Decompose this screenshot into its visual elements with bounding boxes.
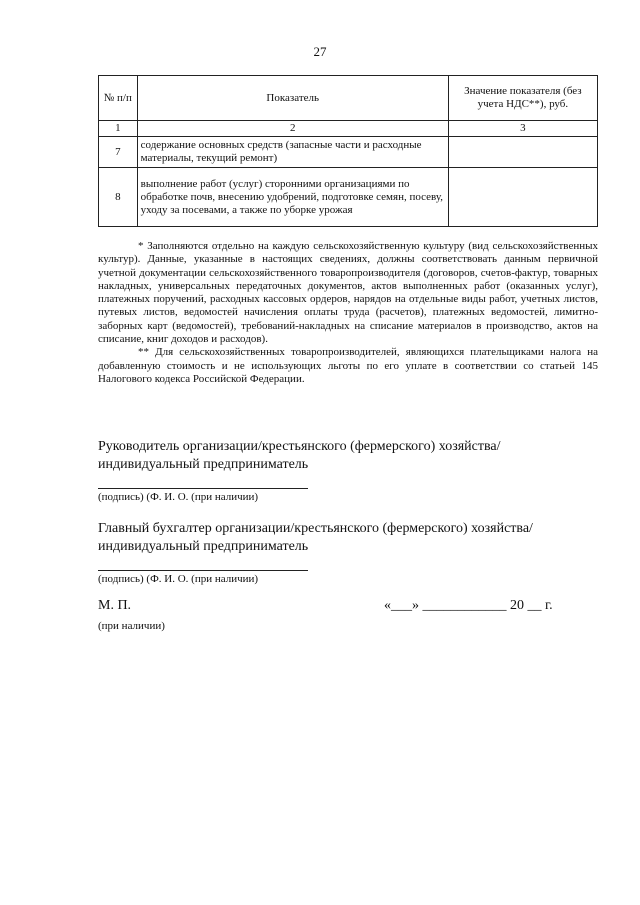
- footnote-1: * Заполняются отдельно на каждую сельскохозяйственную культуру (вид сельскохозяйственных культур). Данные, указанные в настоящих сведениях, должны соответствовать данным первичной учетной документации сельскохозяйственного товаропроизводителя (договоров, счетов-фактур, товарных накладных, универсальных передаточных документов, актов выполненных работ (оказанных услуг), платежных поручений, расходных кассовых ордеров, нарядов на отдельные виды работ, учетных листов, путевых листов, ведомостей начисления оплаты труда (расчетов), платежных ведомостей, лимитно-заборных карт (ведомостей), требований-накладных на списание материалов в производство, актов на списание, книг доходов и расходов).: [98, 240, 598, 346]
- accountant-signature-line[interactable]: [98, 570, 308, 571]
- head-signature-caption: (подпись) (Ф. И. О. (при наличии): [98, 491, 259, 503]
- accountant-signature-block: [98, 520, 598, 586]
- index-cell-1: 1: [99, 121, 138, 137]
- table-header-row: [99, 76, 598, 121]
- page-number: 27: [313, 44, 327, 59]
- row-indicator-text: выполнение работ (услуг) сторонними организациями по обработке почв, внесению удобрений, подготовке семян, посеву, уходу за посевами, а также по уборке урожая: [137, 168, 448, 227]
- row-value-cell[interactable]: [448, 137, 597, 168]
- head-signature-block: [98, 438, 598, 504]
- accountant-signature-caption: (подпись) (Ф. И. О. (при наличии): [98, 573, 259, 585]
- head-title: Руководитель организации/крестьянского (фермерского) хозяйства/ индивидуальный предприниматель: [98, 439, 501, 472]
- row-value-cell[interactable]: [448, 168, 597, 227]
- indicators-table: [98, 75, 598, 227]
- header-indicator: Показатель: [137, 76, 448, 121]
- stamp-label: М. П.: [98, 598, 132, 613]
- stamp-caption: (при наличии): [98, 620, 165, 632]
- table-row: [99, 137, 598, 168]
- footnote-2: ** Для сельскохозяйственных товаропроизводителей, являющихся плательщиками налога на добавленную стоимость и не использующих льготы по его уплате в соответствии со статьей 145 Налогового кодекса Российской Федерации.: [98, 346, 598, 385]
- table-row: [99, 168, 598, 227]
- head-signature-line[interactable]: [98, 488, 308, 489]
- header-value: Значение показателя (без учета НДС**), руб.: [448, 76, 597, 121]
- row-indicator-text: содержание основных средств (запасные части и расходные материалы, текущий ремонт): [137, 137, 448, 168]
- accountant-title: Главный бухгалтер организации/крестьянского (фермерского) хозяйства/ индивидуальный предприниматель: [98, 521, 533, 554]
- row-num: 7: [99, 137, 138, 168]
- header-num: № п/п: [99, 76, 138, 121]
- index-cell-3: 3: [448, 121, 597, 137]
- footnotes: [98, 240, 598, 386]
- row-num: 8: [99, 168, 138, 227]
- table-index-row: [99, 121, 598, 137]
- index-cell-2: 2: [137, 121, 448, 137]
- date-field[interactable]: «___» ____________ 20 __ г.: [384, 598, 553, 613]
